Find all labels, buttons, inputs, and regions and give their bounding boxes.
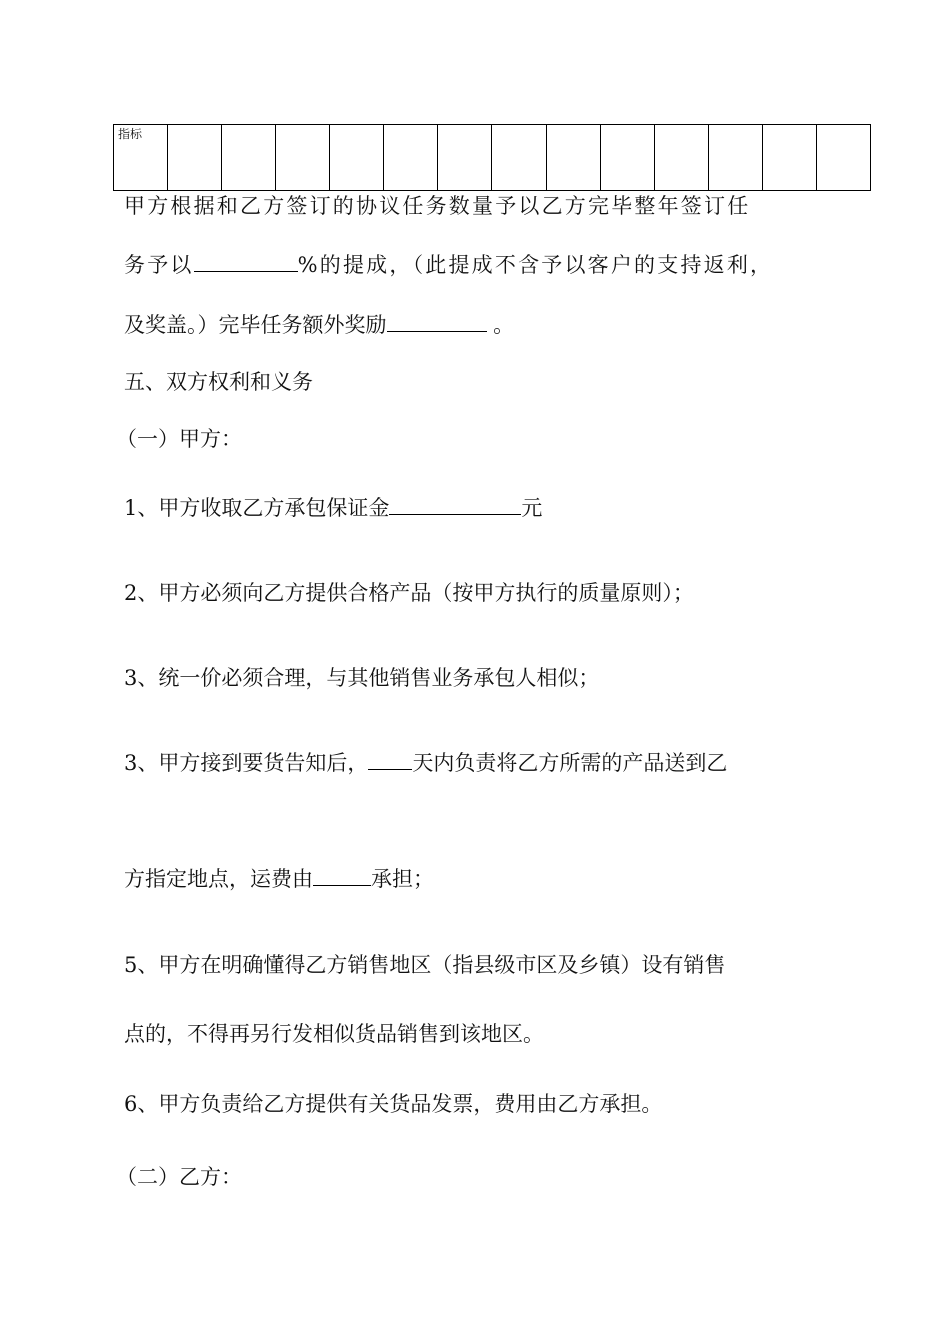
commission-percent-blank [194,251,298,272]
commission-text-prefix: 务予以 [124,253,194,277]
deposit-text: 1、甲方收取乙方承包保证金 [124,496,390,520]
delivery-days-blank [368,749,412,770]
table-cell [654,125,708,191]
table-cell [600,125,654,191]
table-cell [492,125,546,191]
commission-paragraph-line-3 [124,311,514,339]
table-cell [438,125,492,191]
table-cell [222,125,276,191]
table-row [114,125,871,191]
freight-text-suffix: 承担； [371,867,434,891]
party-a-item-3a: 3、统一价必须合理，与其他销售业务承包人相似； [124,666,600,690]
party-a-item-2: 2、甲方必须向乙方提供合格产品（按甲方执行的质量原则）； [124,581,694,605]
freight-text-prefix: 方指定地点，运费由 [124,867,313,891]
commission-text-suffix: %的提成，（此提成不含予以客户的支持返利， [297,253,774,277]
table-cell [816,125,870,191]
commission-paragraph-line-1 [124,192,750,220]
commission-paragraph-line-2 [124,251,773,279]
party-a-item-5-line-2: 点的，不得再另行发相似货品销售到该地区。 [124,1022,544,1046]
bonus-amount-blank [387,311,487,332]
delivery-text-suffix: 天内负责将乙方所需的产品送到乙 [412,751,728,775]
party-a-item-3b-line-2 [124,865,434,893]
party-a-item-3b [124,749,727,777]
table-cell [330,125,384,191]
bonus-text-prefix: 及奖盖。）完毕任务额外奖励 [124,313,387,337]
party-a-item-1 [124,494,542,522]
table-cell [168,125,222,191]
table-cell [384,125,438,191]
bonus-text-suffix: 。 [486,313,515,337]
section-5-title: 五、双方权利和义务 [124,370,313,394]
table-header-cell: 指标 [114,125,168,191]
indicator-table [113,124,871,191]
freight-payer-blank [313,865,371,886]
table-cell [762,125,816,191]
commission-text: 甲方根据和乙方签订的协议任务数量予以乙方完毕整年签订任 [124,194,751,218]
party-a-item-6: 6、甲方负责给乙方提供有关货品发票，费用由乙方承担。 [124,1092,663,1116]
table-cell [546,125,600,191]
table-cell [708,125,762,191]
party-b-title: （二）乙方： [116,1165,242,1189]
deposit-amount-blank [389,494,521,515]
delivery-text-prefix: 3、甲方接到要货告知后， [124,751,369,775]
table-cell [276,125,330,191]
party-a-item-5-line-1: 5、甲方在明确懂得乙方销售地区（指县级市区及乡镇）设有销售 [124,953,726,977]
party-a-title: （一）甲方： [116,427,242,451]
deposit-unit: 元 [521,496,543,520]
